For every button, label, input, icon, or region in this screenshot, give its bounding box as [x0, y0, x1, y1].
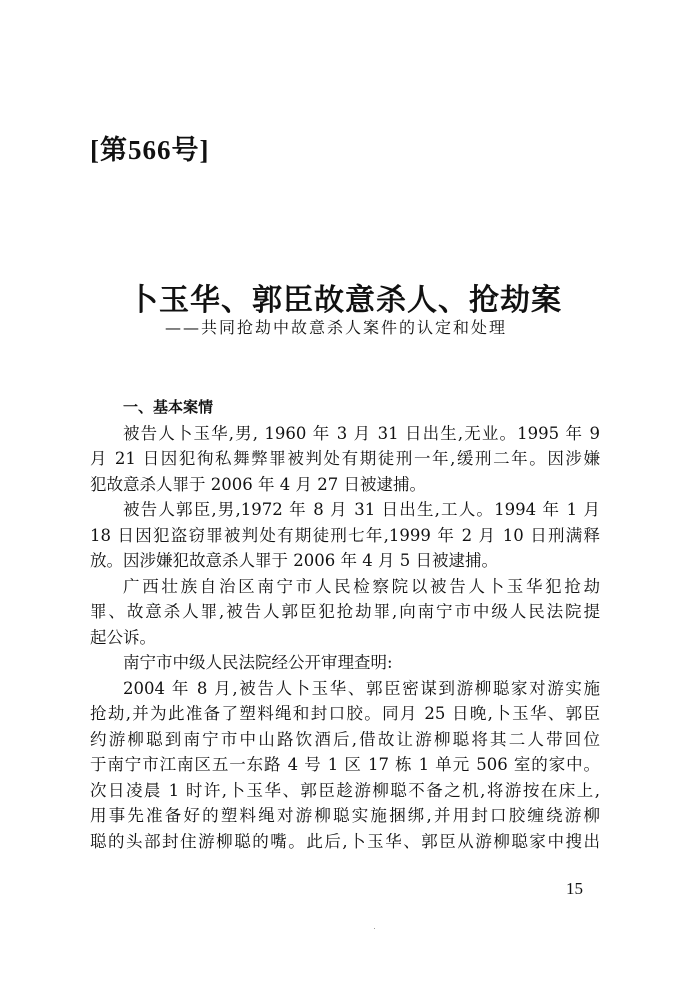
text-line: 用事先准备好的塑料绳对游柳聪实施捆绑,并用封口胶缠绕游柳: [90, 806, 600, 825]
text-line: 广西壮族自治区南宁市人民检察院以被告人卜玉华犯抢劫: [123, 576, 600, 596]
text-line: 罪、故意杀人罪,被告人郭臣犯抢劫罪,向南宁市中级人民法院提: [90, 602, 600, 621]
text-line: 次日凌晨 1 时许,卜玉华、郭臣趁游柳聪不备之机,将游按在床上,: [90, 780, 600, 800]
case-number: [第566号]: [90, 135, 210, 165]
body-text: [90, 395, 600, 854]
text-line: 起公诉。: [90, 627, 156, 647]
text-line: 抢劫,并为此准备了塑料绳和封口胶。同月 25 日晚,卜玉华、郭臣: [90, 704, 600, 723]
text-line: 被告人卜玉华,男, 1960 年 3 月 31 日出生,无业。1995 年 9: [123, 423, 600, 443]
section-heading: 一、基本案情: [123, 398, 214, 416]
text-line: 2004 年 8 月,被告人卜玉华、郭臣密谋到游柳聪家对游实施: [123, 678, 600, 698]
text-line: 聪的头部封住游柳聪的嘴。此后,卜玉华、郭臣从游柳聪家中搜出: [90, 831, 600, 851]
text-line: 放。因涉嫌犯故意杀人罪于 2006 年 4 月 5 日被逮捕。: [90, 551, 498, 570]
text-line: 于南宁市江南区五一东路 4 号 1 区 17 栋 1 单元 506 室的家中。: [90, 755, 600, 774]
text-line: 约游柳聪到南宁市中山路饮酒后,借故让游柳聪将其二人带回位: [90, 729, 600, 749]
text-line: 南宁市中级人民法院经公开审理查明:: [123, 653, 393, 672]
page-number: 15: [566, 879, 583, 898]
text-line: 被告人郭臣,男,1972 年 8 月 31 日出生,工人。1994 年 1 月: [123, 500, 600, 519]
text-line: 犯故意杀人罪于 2006 年 4 月 27 日被逮捕。: [90, 474, 426, 494]
scan-speck: [374, 928, 375, 929]
text-line: 18 日因犯盗窃罪被判处有期徒刑七年,1999 年 2 月 10 日刑满释: [90, 525, 600, 545]
page-title: 卜玉华、郭臣故意杀人、抢劫案: [128, 283, 562, 318]
page-subtitle: ——共同抢劫中故意杀人案件的认定和处理: [165, 318, 508, 337]
text-line: 月 21 日因犯徇私舞弊罪被判处有期徒刑一年,缓刑二年。因涉嫌: [90, 449, 600, 468]
